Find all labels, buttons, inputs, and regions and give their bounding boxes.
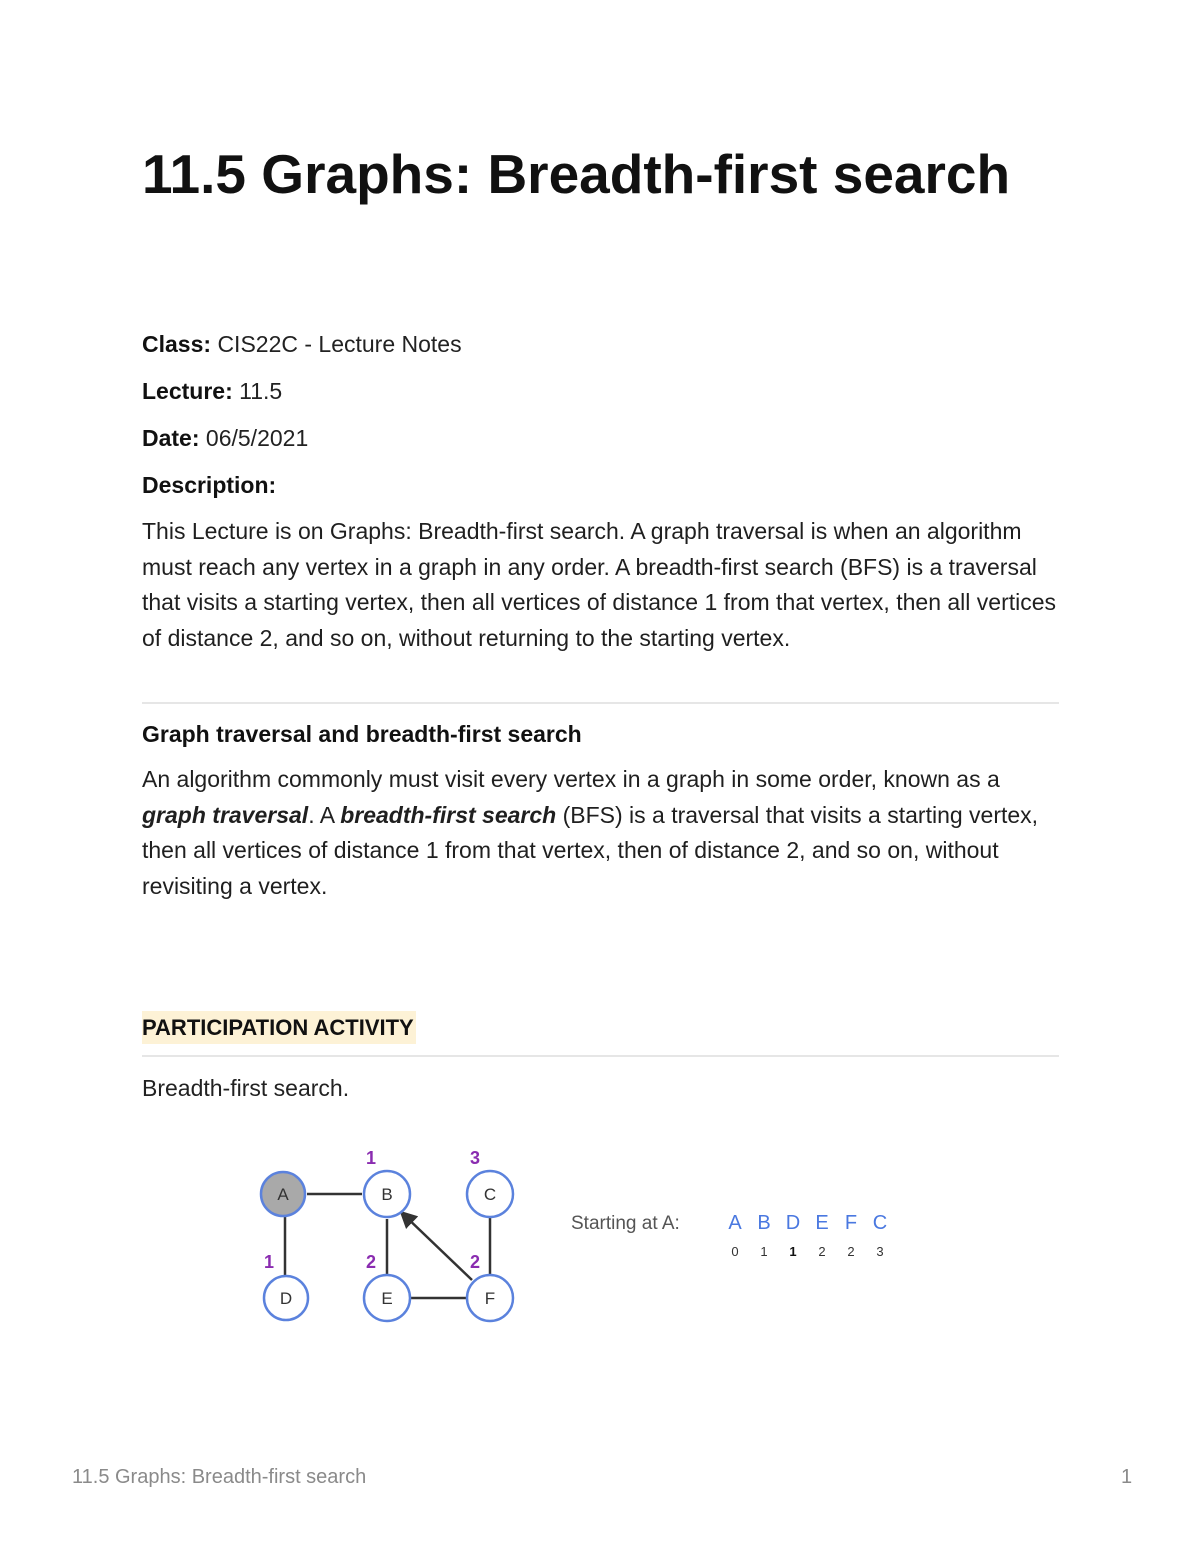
property-value: 11.5 — [239, 378, 283, 404]
vertex-f-distance: 2 — [469, 1252, 481, 1272]
visit-order-distance: 2 — [847, 1244, 855, 1259]
vertex-e-distance: 2 — [365, 1252, 377, 1272]
vertex-d-distance: 1 — [263, 1252, 275, 1272]
bfs-graph-figure — [250, 1140, 950, 1340]
visit-order-distance: 2 — [818, 1244, 826, 1259]
visit-order-distance: 1 — [760, 1244, 768, 1259]
property-label: Description — [142, 472, 269, 498]
visit-order-vertex: B — [757, 1212, 771, 1234]
visit-order-vertex: D — [785, 1212, 801, 1234]
description-paragraph: This Lecture is on Graphs: Breadth-first search. A graph traversal is when an algorithm must reach any vertex in a graph in any order. A breadth-first search (BFS) is a traversal that visits a starting vertex, then all vertices of distance 1 from that vertex, then all vertices of distance 2, and so on, without returning to the starting vertex. — [142, 518, 1057, 651]
property-lecture: Lecture: 11.5 — [142, 378, 283, 404]
text-run: (BFS) is a traversal that visits a starting vertex, then all vertices of distance 1 from that vertex, then of distance 2, and so on, without revisiting a vertex. — [142, 801, 1039, 899]
start-label: Starting at A: — [571, 1213, 680, 1234]
edge-f-b — [402, 1213, 472, 1280]
vertex-b — [364, 1148, 410, 1217]
property-description: Description: — [142, 472, 277, 498]
text-run: An algorithm commonly must visit every vertex in a graph in some order, known as a — [142, 766, 1000, 792]
visit-order-vertex: E — [815, 1212, 829, 1234]
section-heading: Graph traversal and breadth-first search — [142, 721, 582, 747]
text-run: . A — [308, 801, 341, 828]
property-label: Class — [142, 331, 204, 357]
property-label: Lecture — [142, 378, 226, 404]
participation-activity-label: PARTICIPATION ACTIVITY — [142, 1011, 416, 1044]
visit-order-distance: 0 — [731, 1244, 739, 1259]
vertex-d-label: D — [279, 1289, 293, 1308]
vertex-c-distance: 3 — [469, 1148, 481, 1168]
property-class: Class: CIS22C - Lecture Notes — [142, 331, 462, 357]
divider — [142, 702, 1059, 704]
vertex-e-label: E — [381, 1289, 393, 1308]
vertex-c — [467, 1148, 513, 1217]
visit-order — [728, 1212, 887, 1259]
vertex-a-label: A — [277, 1185, 289, 1204]
visit-order-vertex: A — [728, 1212, 742, 1234]
property-value: CIS22C - Lecture Notes — [217, 331, 462, 357]
term-breadth-first-search: breadth-first search — [340, 801, 557, 828]
visit-order-distance: 1 — [789, 1244, 797, 1259]
section-paragraph — [142, 762, 1059, 904]
term-graph-traversal: graph traversal — [142, 801, 309, 828]
page-title: 11.5 Graphs: Breadth-first search — [142, 143, 1011, 205]
vertex-a — [261, 1172, 305, 1216]
page-number: 1 — [1121, 1466, 1133, 1488]
property-label: Date — [142, 425, 192, 451]
vertex-f-label: F — [484, 1289, 496, 1308]
vertex-b-distance: 1 — [365, 1148, 377, 1168]
footer-title: 11.5 Graphs: Breadth-first search — [72, 1466, 367, 1488]
property-date: Date: 06/5/2021 — [142, 425, 309, 451]
vertex-c-label: C — [483, 1185, 497, 1204]
visit-order-vertex: C — [872, 1212, 888, 1234]
activity-caption: Breadth-first search. — [142, 1075, 350, 1101]
vertex-b-label: B — [381, 1185, 393, 1204]
property-value: 06/5/2021 — [205, 425, 309, 451]
visit-order-distance: 3 — [876, 1244, 884, 1259]
visit-order-vertex: F — [844, 1212, 858, 1234]
divider — [142, 1055, 1059, 1057]
